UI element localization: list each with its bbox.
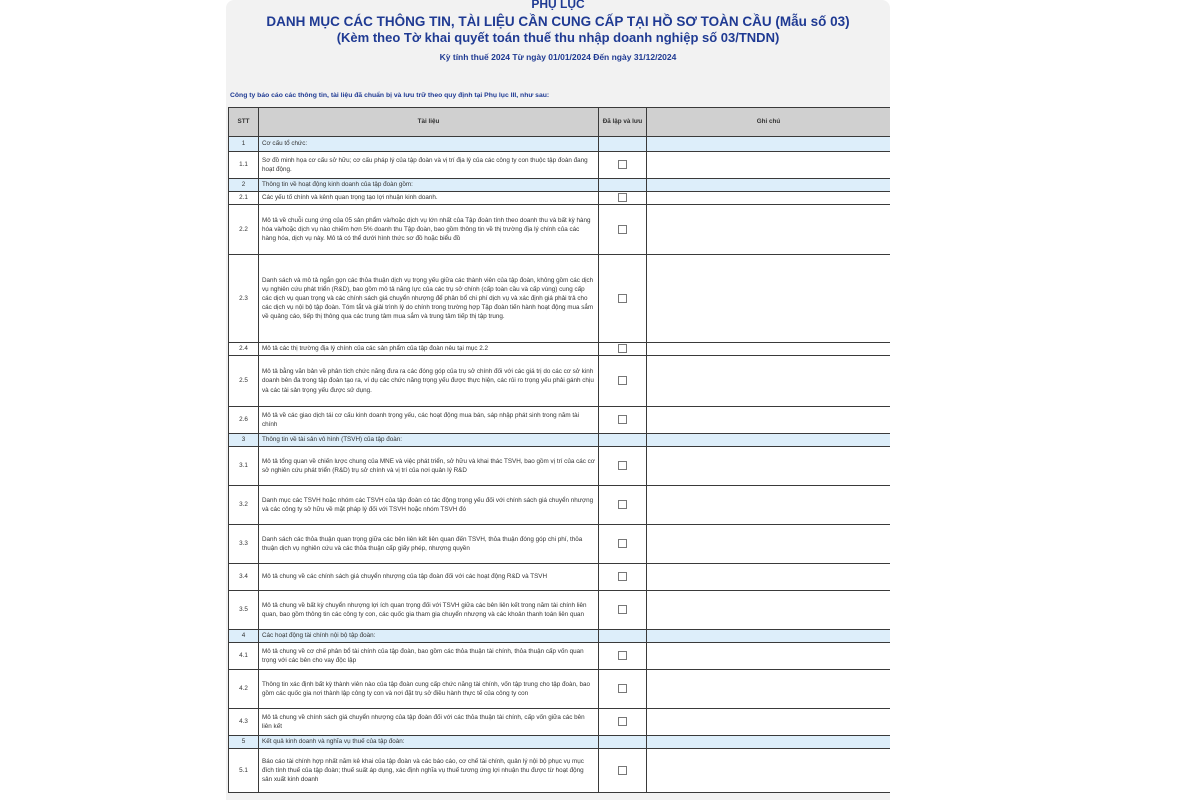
row-prepared	[599, 525, 647, 564]
row-document: Báo cáo tài chính hợp nhất năm kê khai của tập đoàn và các báo cáo, cơ chế tài chính, quản lý nội bộ phục vụ mục đích tính thuế của tập đoàn; thuế suất áp dụng, xác định nghĩa vụ thuế tương ứng lợi nhuận thu được từ hoạt động sản xuất kinh doanh	[259, 749, 599, 793]
row-number: 3.2	[229, 486, 259, 525]
row-prepared	[599, 643, 647, 670]
row-number: 1.1	[229, 152, 259, 179]
prepared-checkbox[interactable]	[618, 684, 627, 693]
row-prepared	[599, 670, 647, 709]
row-number: 5.1	[229, 749, 259, 793]
row-notes[interactable]	[647, 736, 891, 749]
row-document: Các yếu tố chính và kênh quan trọng tạo lợi nhuận kinh doanh.	[259, 192, 599, 205]
row-prepared	[599, 407, 647, 434]
row-number: 4.3	[229, 709, 259, 736]
row-number: 5	[229, 736, 259, 749]
table-row	[229, 643, 891, 670]
table-row	[229, 591, 891, 630]
section-row	[229, 736, 891, 749]
prepared-checkbox[interactable]	[618, 539, 627, 548]
prepared-checkbox[interactable]	[618, 605, 627, 614]
row-number: 2.6	[229, 407, 259, 434]
row-notes[interactable]	[647, 137, 891, 152]
row-document: Mô tả về các giao dịch tái cơ cấu kinh doanh trọng yếu, các hoạt động mua bán, sáp nhập phát sinh trong năm tài chính	[259, 407, 599, 434]
row-document: Mô tả các thị trường địa lý chính của các sản phẩm của tập đoàn nêu tại mục 2.2	[259, 343, 599, 356]
row-prepared	[599, 591, 647, 630]
row-document: Các hoạt động tài chính nội bộ tập đoàn:	[259, 630, 599, 643]
table-row	[229, 749, 891, 793]
table-row	[229, 709, 891, 736]
prepared-checkbox[interactable]	[618, 160, 627, 169]
row-document: Danh mục các TSVH hoặc nhóm các TSVH của tập đoàn có tác động trọng yếu đối với chính sách giá chuyển nhượng và các công ty sở hữu về mặt pháp lý đối với TSVH hoặc nhóm TSVH đó	[259, 486, 599, 525]
row-notes[interactable]	[647, 670, 891, 709]
row-prepared	[599, 137, 647, 152]
row-number: 2.2	[229, 205, 259, 255]
section-row	[229, 630, 891, 643]
row-document: Cơ cấu tổ chức:	[259, 137, 599, 152]
row-notes[interactable]	[647, 709, 891, 736]
row-number: 2.5	[229, 356, 259, 407]
row-document: Kết quả kinh doanh và nghĩa vụ thuế của tập đoàn:	[259, 736, 599, 749]
row-prepared	[599, 356, 647, 407]
row-notes[interactable]	[647, 643, 891, 670]
appendix-label: PHỤ LỤC	[531, 0, 585, 11]
table-row	[229, 564, 891, 591]
row-number: 4	[229, 630, 259, 643]
table-body	[229, 137, 891, 793]
prepared-checkbox[interactable]	[618, 500, 627, 509]
row-document: Mô tả chung về bất kỳ chuyển nhượng lợi ích quan trọng đối với TSVH giữa các bên liên kết trong năm tài chính liên quan, bao gồm thông tin các công ty con, các quốc gia tham gia chuyển nhượng và các khoản thanh toán liên quan	[259, 591, 599, 630]
row-number: 3.5	[229, 591, 259, 630]
table-row	[229, 343, 891, 356]
row-number: 2.1	[229, 192, 259, 205]
row-document: Mô tả bằng văn bản về phân tích chức năng đưa ra các đóng góp của trụ sở chính đối với các giá trị do các cơ sở kinh doanh bên đa trong tập đoàn tạo ra, ví dụ các chức năng trọng yếu được thực hiện, các rủi ro trọng yếu phải gánh chịu và các tài sản trọng yếu được sử dụng.	[259, 356, 599, 407]
intro-text: Công ty báo cáo các thông tin, tài liệu đã chuẩn bị và lưu trữ theo quy định tại Phụ lục III, như sau:	[230, 92, 550, 99]
prepared-checkbox[interactable]	[618, 717, 627, 726]
table-row	[229, 670, 891, 709]
row-prepared	[599, 630, 647, 643]
prepared-checkbox[interactable]	[618, 376, 627, 385]
row-document: Danh sách các thỏa thuận quan trọng giữa các bên liên kết liên quan đến TSVH, thỏa thuận đóng góp chi phí, thỏa thuận dịch vụ nghiên cứu và các thỏa thuận cấp giấy phép, nhượng quyền	[259, 525, 599, 564]
row-document: Danh sách và mô tả ngắn gọn các thỏa thuận dịch vụ trọng yếu giữa các thành viên của tập đoàn, không gồm các dịch vụ nghiên cứu phát triển (R&D), bao gồm mô tả năng lực của các trụ sở chính (cấp toàn cầu và cấp vùng) cung cấp các dịch vụ quan trọng và các chính sách giá chuyển nhượng để phân bổ chi phí dịch vụ và xác định giá phải trả cho các dịch vụ nội bộ tập đoàn. Tóm tắt và giải trình lý do chính trong trường hợp Tập đoàn tiến hành hoạt động mua sắm về quảng cáo, tiếp thị thông qua các trung tâm mua sắm và trung tâm tiếp thị tập trung.	[259, 255, 599, 343]
tax-period: Kỳ tính thuế 2024 Từ ngày 01/01/2024 Đến ngày 31/12/2024	[439, 52, 677, 62]
prepared-checkbox[interactable]	[618, 651, 627, 660]
row-notes[interactable]	[647, 564, 891, 591]
row-notes[interactable]	[647, 152, 891, 179]
row-notes[interactable]	[647, 407, 891, 434]
row-document: Thông tin xác định bất kỳ thành viên nào của tập đoàn cung cấp chức năng tài chính, vốn tập trung cho tập đoàn, bao gồm các quốc gia nơi thành lập công ty con và nơi đặt trụ sở điều hành thực tế của công ty con	[259, 670, 599, 709]
row-notes[interactable]	[647, 486, 891, 525]
row-prepared	[599, 447, 647, 486]
table-row	[229, 447, 891, 486]
table-row	[229, 255, 891, 343]
row-number: 3.4	[229, 564, 259, 591]
row-number: 2.3	[229, 255, 259, 343]
header-stt: STT	[229, 108, 259, 137]
table-row	[229, 205, 891, 255]
row-prepared	[599, 749, 647, 793]
row-document: Mô tả tổng quan về chiến lược chung của MNE và việc phát triển, sở hữu và khai thác TSVH, bao gồm vị trí của các cơ sở nghiên cứu phát triển (R&D) trụ sở chính và vị trí của nơi quản lý R&D	[259, 447, 599, 486]
row-document: Mô tả chung về chính sách giá chuyển nhượng của tập đoàn đối với các thỏa thuận tài chính, cấp vốn giữa các bên liên kết	[259, 709, 599, 736]
row-notes[interactable]	[647, 749, 891, 793]
row-notes[interactable]	[647, 343, 891, 356]
section-row	[229, 434, 891, 447]
row-notes[interactable]	[647, 356, 891, 407]
row-prepared	[599, 192, 647, 205]
table-row	[229, 192, 891, 205]
section-row	[229, 179, 891, 192]
document-page	[226, 0, 890, 800]
prepared-checkbox[interactable]	[618, 415, 627, 424]
table-row	[229, 486, 891, 525]
row-prepared	[599, 564, 647, 591]
row-number: 4.2	[229, 670, 259, 709]
table-row	[229, 356, 891, 407]
prepared-checkbox[interactable]	[618, 572, 627, 581]
row-number: 2.4	[229, 343, 259, 356]
prepared-checkbox[interactable]	[618, 193, 627, 202]
row-document: Sơ đồ minh họa cơ cấu sở hữu; cơ cấu pháp lý của tập đoàn và vị trí địa lý của các công ty con thuộc tập đoàn đang hoạt động.	[259, 152, 599, 179]
table-header-row	[229, 108, 891, 137]
row-number: 3.3	[229, 525, 259, 564]
table-row	[229, 407, 891, 434]
document-subtitle: (Kèm theo Tờ khai quyết toán thuế thu nhập doanh nghiệp số 03/TNDN)	[336, 30, 780, 45]
header-notes: Ghi chú	[647, 108, 891, 137]
row-prepared	[599, 709, 647, 736]
prepared-checkbox[interactable]	[618, 461, 627, 470]
row-prepared	[599, 343, 647, 356]
section-row	[229, 137, 891, 152]
row-document: Mô tả về chuỗi cung ứng của 05 sản phẩm và/hoặc dịch vụ lớn nhất của Tập đoàn tính theo doanh thu và bất kỳ hàng hóa và/hoặc dịch vụ nào chiếm hơn 5% doanh thu Tập đoàn, bao gồm thông tin về thị trường địa lý chính của các hàng hóa, dịch vụ này. Mô tả có thể dưới hình thức sơ đồ hoặc biểu đồ	[259, 205, 599, 255]
header-document: Tài liệu	[259, 108, 599, 137]
row-number: 2	[229, 179, 259, 192]
row-document: Thông tin về tài sản vô hình (TSVH) của tập đoàn:	[259, 434, 599, 447]
row-document: Mô tả chung về cơ chế phân bổ tài chính của tập đoàn, bao gồm các thỏa thuận tài chính, thỏa thuận cấp vốn quan trọng với các bên cho vay độc lập	[259, 643, 599, 670]
row-notes[interactable]	[647, 630, 891, 643]
row-notes[interactable]	[647, 255, 891, 343]
prepared-checkbox[interactable]	[618, 766, 627, 775]
row-number: 3.1	[229, 447, 259, 486]
prepared-checkbox[interactable]	[618, 225, 627, 234]
row-number: 1	[229, 137, 259, 152]
document-title: DANH MỤC CÁC THÔNG TIN, TÀI LIỆU CẦN CUNG CẤP TẠI HỒ SƠ TOÀN CẦU (Mẫu số 03)	[266, 14, 850, 29]
table-row	[229, 525, 891, 564]
row-notes[interactable]	[647, 179, 891, 192]
header-prepared: Đã lập và lưu	[599, 108, 647, 137]
row-document: Thông tin về hoạt động kinh doanh của tập đoàn gồm:	[259, 179, 599, 192]
row-prepared	[599, 434, 647, 447]
row-prepared	[599, 179, 647, 192]
documents-table	[228, 107, 890, 793]
row-prepared	[599, 255, 647, 343]
row-notes[interactable]	[647, 447, 891, 486]
row-notes[interactable]	[647, 205, 891, 255]
prepared-checkbox[interactable]	[618, 344, 627, 353]
row-prepared	[599, 486, 647, 525]
row-prepared	[599, 205, 647, 255]
row-number: 4.1	[229, 643, 259, 670]
row-prepared	[599, 736, 647, 749]
table-row	[229, 152, 891, 179]
row-notes[interactable]	[647, 434, 891, 447]
row-document: Mô tả chung về các chính sách giá chuyển nhượng của tập đoàn đối với các hoạt động R&D và TSVH	[259, 564, 599, 591]
row-prepared	[599, 152, 647, 179]
row-notes[interactable]	[647, 192, 891, 205]
prepared-checkbox[interactable]	[618, 294, 627, 303]
row-number: 3	[229, 434, 259, 447]
row-notes[interactable]	[647, 525, 891, 564]
row-notes[interactable]	[647, 591, 891, 630]
